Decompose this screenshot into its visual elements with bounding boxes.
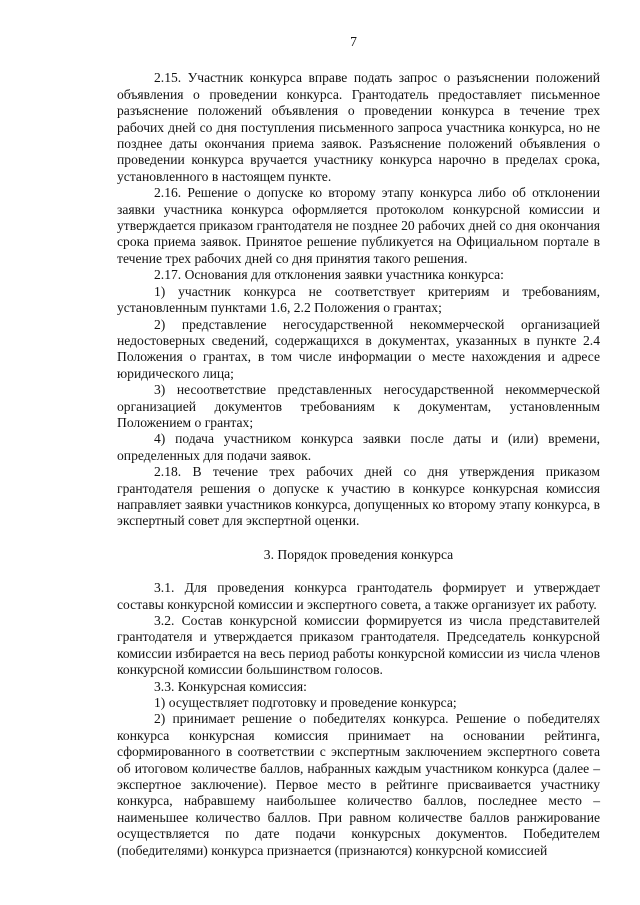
clause-3-1: 3.1. Для проведения конкурса грантодатель формирует и утверждает составы конкурсной комиссии и экспертного совета, а также организует их работу.: [117, 580, 600, 612]
list-item-2-17-2: 2) представление негосударственной некоммерческой организацией недостоверных сведений, содержащихся в документах, указанных в пункте 2.4 Положения о грантах, в том числе информации о месте нахождения и адресе юридического лица;: [117, 316, 600, 381]
clause-2-17: 2.17. Основания для отклонения заявки участника конкурса:: [154, 267, 504, 283]
clause-3-2: 3.2. Состав конкурсной комиссии формируется из числа представителей грантодателя и утверждается приказом грантодателя. Председатель конкурсной комиссии избирается на весь период работы конкурсной комиссии из числа членов конкурсной комиссии большинством голосов.: [117, 613, 600, 678]
list-item-3-3-2: 2) принимает решение о победителях конкурса. Решение о победителях конкурса конкурсная комиссия принимает на основании рейтинга, сформированного в соответствии с экспертным заключением экспертного совета об итоговом количестве баллов, набранных каждым участником конкурса (далее – экспертное заключение). Первое место в рейтинге присваивается участнику конкурса, набравшему наибольшее количество баллов, последнее место – наименьшее количество баллов. При равном количестве баллов ранжирование осуществляется по дате подачи конкурсных документов. Победителем (победителями) конкурса признается (признаются) конкурсной комиссией: [117, 711, 600, 858]
list-item-2-17-1: 1) участник конкурса не соответствует критериям и требованиям, установленным пунктами 1.6, 2.2 Положения о грантах;: [117, 283, 600, 316]
clause-2-15: 2.15. Участник конкурса вправе подать запрос о разъяснении положений объявления о проведении конкурса. Грантодатель предоставляет письменное разъяснение положений объявления о проведении конкурса в течение трех рабочих дней со дня поступления письменного запроса участника конкурса, но не позднее даты окончания приема заявок. Разъяснение положений объявления о проведении конкурса вручается участнику конкурса нарочно в пределах срока, установленного в настоящем пункте.: [117, 70, 600, 184]
list-item-3-3-1: 1) осуществляет подготовку и проведение конкурса;: [154, 695, 457, 711]
list-item-2-17-3: 3) несоответствие представленных негосударственной некоммерческой организацией документов требованиям к документам, установленным Положением о грантах;: [117, 382, 600, 430]
section-3-heading: 3. Порядок проведения конкурса: [263, 546, 454, 562]
clause-2-16: 2.16. Решение о допуске ко второму этапу конкурса либо об отклонении заявки участника конкурса оформляется протоколом конкурсной комиссии и утверждается приказом грантодателя не позднее 20 рабочих дней со дня окончания срока приема заявок. Принятое решение публикуется на Официальном портале в течение трех рабочих дней со дня принятия такого решения.: [117, 185, 601, 266]
clause-3-3: 3.3. Конкурсная комиссия:: [154, 678, 307, 694]
clause-2-18: 2.18. В течение трех рабочих дней со дня утверждения приказом грантодателя решения о допуске к участию в конкурсе конкурсная комиссия направляет заявки участников конкурса, допущенных ко второму этапу конкурса, в экспертный совет для экспертной оценки.: [117, 464, 600, 529]
page-number: 7: [350, 34, 357, 49]
list-item-2-17-4: 4) подача участником конкурса заявки после даты и (или) времени, определенных для подачи заявок.: [117, 431, 600, 463]
